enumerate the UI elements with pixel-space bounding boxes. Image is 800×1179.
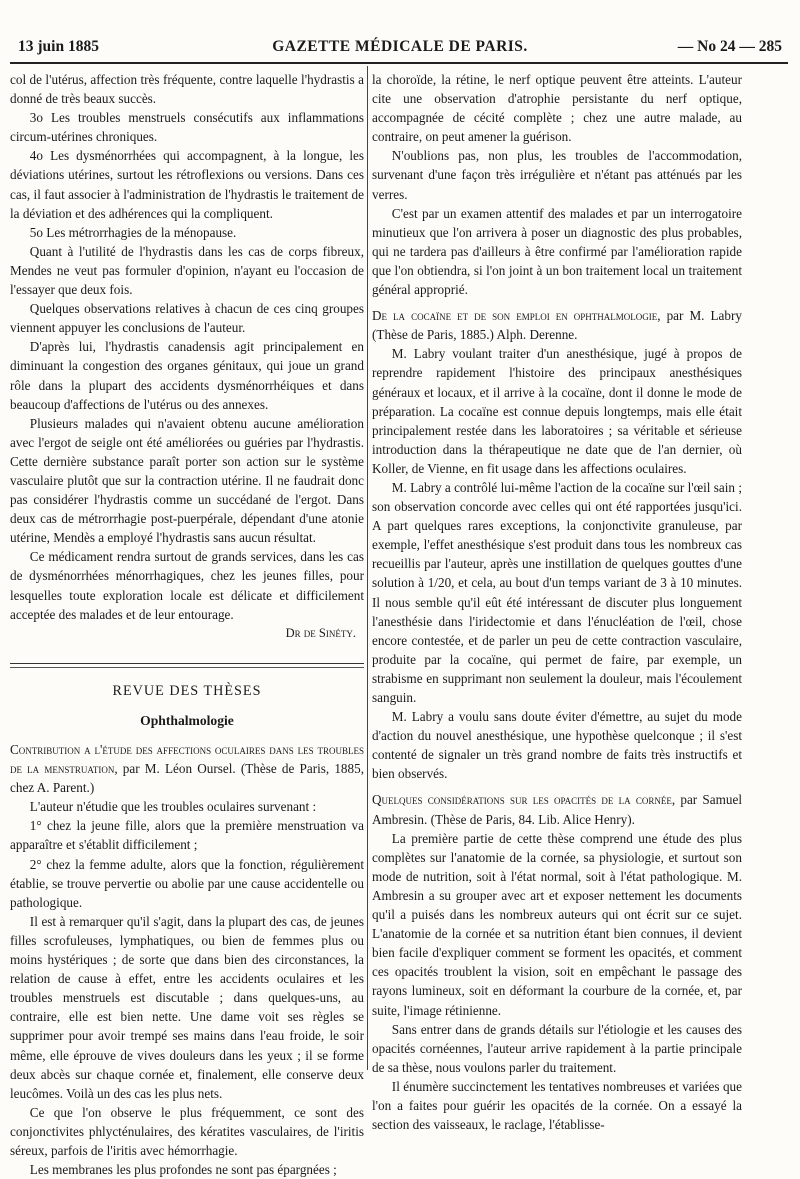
paragraph: Il est à remarquer qu'il s'agit, dans la plupart des cas, de jeunes filles scrofuleuses, lymphatiques, ou bien de femmes plus ou moins hystériques ; de sorte que dans bien des circonstances, la relation de cause à effet, entre les accidents oculaires et les troubles menstruels est discutable ; dans quelques-uns, au contraire, elle est bien nette. Une dame voit ses règles se supprimer pour avoir trempé ses mains dans l'eau froide, le soir même, elle éprouve de vives douleurs dans les yeux ; il se forme deux abcès sur chaque cornée et, finalement, elle conserve deux leucômes. Voilà un des cas les plus nets. — [10, 913, 364, 1101]
paragraph: D'après lui, l'hydrastis canadensis agit principalement en diminuant la congestion des organes génitaux, qui joue un grand rôle dans la plupart des accidents dysménorrhéiques et dans beaucoup d'affections de l'utérus ou des annexes. — [10, 339, 364, 412]
page-header — [18, 38, 782, 60]
section-title: REVUE DES THÈSES — [112, 682, 262, 699]
page-number: — No 24 — 285 — [677, 38, 782, 55]
paragraph: N'oublions pas, non plus, les troubles de l'accommodation, survenant d'une façon très irrégulière et n'étant pas atténués par les verres. — [372, 148, 742, 202]
paragraph: M. Labry voulant traiter d'un anesthésique, jugé à propos de reprendre rapidement l'histoire des principaux anesthésiques généraux et locaux, et il arrive à la cocaïne, dont il donne le mode de préparation. La cocaïne est connue depuis longtemps, mais elle était principalement restée dans les laboratoires ; sa véritable et sérieuse introduction dans la thérapeutique ne date que de l'an dernier, où Koller, de Vienne, en fit usage dans les affections oculaires. — [372, 346, 742, 476]
issue-date: 13 juin 1885 — [18, 38, 99, 55]
paragraph: 2° chez la femme adulte, alors que la fonction, régulièrement établie, se trouve pervertie ou abolie par une cause accidentelle ou pathologique. — [10, 856, 364, 910]
paragraph: L'auteur n'étudie que les troubles oculaires survenant : — [29, 799, 317, 815]
column-divider — [367, 66, 368, 1070]
right-column — [372, 70, 742, 1134]
paragraph: Il énumère succinctement les tentatives nombreuses et variées que l'on a faites pour guérir les opacités de la cornée. On a essayé la section des vaisseaux, le raclage, l'établisse- — [372, 1078, 742, 1133]
thesis-reference: par Samuel Ambresin. (Thèse de Paris, 84. Lib. Alice Henry). — [372, 792, 742, 827]
paragraph: 3o Les troubles menstruels consécutifs aux inflammations circum-utérines chroniques. — [10, 110, 364, 145]
left-column — [10, 70, 364, 1179]
thesis-heading — [372, 790, 742, 828]
section-separator — [10, 663, 364, 668]
paragraph: Les membranes les plus profondes ne sont pas épargnées ; — [29, 1162, 337, 1178]
paragraph: 4o Les dysménorrhées qui accompagnent, à la longue, les déviations utérines, surtout les rétroflexions ou versions. Dans ces cas, il faut associer à l'administration de l'hydrastis le traitement de la déviation et des adhérences qui la compliquent. — [10, 148, 364, 221]
header-rule — [10, 62, 788, 64]
paragraph: M. Labry a contrôlé lui-même l'action de la cocaïne sur l'œil sain ; son observation concorde avec celles qui ont été rapportées jusqu'ici. A part quelques rares exceptions, la conjonctivite granuleuse, par exemple, l'effet anesthésique s'est produit dans tous les nombreux cas recueillis par l'auteur, après une instillation de quelques gouttes d'une solution à 1/20, et cela, au bout d'un temps variant de 3 à 10 minutes. Il nous semble qu'il eût été intéressant de discuter plus longuement l'anesthésie dans l'iridectomie et dans l'énucléation de l'œil, chose encore contestée, et de parler un peu de cette contraction vasculaire, produite par la cocaïne, qui permet de faire, par exemple, un strabisme en supprimant non seulement la douleur, mais l'écoulement sanguin. — [372, 479, 742, 705]
paragraph: Sans entrer dans de grands détails sur l'étiologie et les causes des opacités cornéennes, l'auteur arrive rapidement à la partie principale de sa thèse, nous voulons parler du traitement. — [372, 1021, 742, 1075]
thesis-heading — [10, 740, 364, 797]
thesis-reference: par M. Labry (Thèse de Paris, 1885.) Alph. Derenne. — [372, 308, 742, 343]
paragraph: 5o Les métrorrhagies de la ménopause. — [29, 224, 237, 240]
thesis-title: Contribution a l'étude des affections oculaires dans les troubles de la menstruation, — [10, 742, 364, 777]
paragraph: Ce médicament rendra surtout de grands services, dans les cas de dysménorrhées ménorrhagiques, chez les jeunes filles, pour lesquelles toute exploration locale est délicate et difficilement acceptée des malades et de leur entourage. — [10, 549, 364, 622]
thesis-title: Quelques considérations sur les opacités de la cornée, — [372, 792, 676, 808]
journal-title: GAZETTE MÉDICALE DE PARIS. — [272, 38, 528, 55]
thesis-heading — [372, 306, 742, 344]
paragraph: col de l'utérus, affection très fréquente, contre laquelle l'hydrastis a donné de très beaux succès. — [10, 72, 364, 107]
spacer — [372, 783, 742, 790]
paragraph: La première partie de cette thèse comprend une étude des plus complètes sur l'anatomie de la cornée, sa physiologie, et surtout son mode de nutrition, soit à l'état normal, soit à l'état pathologique. M. Ambresin a su grouper avec art et exposer nettement les documents qu'il a puisés dans les nombreux auteurs qui ont écrit sur ce sujet. L'anatomie de la cornée et sa nutrition étant bien connues, il devient bien facile d'expliquer comment se forment les opacités, et comment ces opacités troublent la vision, soit en empêchant le passage des rayons lumineux, soit en déformant la courbure de la cornée, et, par suite, l'image rétinienne. — [372, 830, 742, 1018]
thesis-title: De la cocaïne et de son emploi en ophthalmologie, — [372, 308, 661, 324]
paragraph: 1° chez la jeune fille, alors que la première menstruation va apparaître et s'établit difficilement ; — [10, 818, 364, 853]
spacer — [372, 299, 742, 306]
paragraph: Quelques observations relatives à chacun de ces cinq groupes viennent appuyer les conclusions de l'auteur. — [10, 301, 364, 336]
paragraph: Plusieurs malades qui n'avaient obtenu aucune amélioration avec l'ergot de seigle ont été améliorées ou guéries par l'hydrastis. Cette dernière substance paraît porter son action sur le système vasculaire plutôt que sur la contraction utérine. Il ne faudrait donc pas considérer l'hydrastis comme un succédané de l'ergot. Dans deux cas de métrorrhagie post-puerpérale, dépendant d'une atonie utérine, Mendès a employé l'hydrastis sans aucun résultat. — [10, 415, 364, 546]
subsection-title: Ophthalmologie — [140, 712, 234, 728]
thesis-reference: par M. Léon Oursel. (Thèse de Paris, 1885, chez A. Parent.) — [10, 761, 365, 796]
paragraph: la choroïde, la rétine, le nerf optique peuvent être atteints. L'auteur cite une observation d'atrophie persistante du nerf optique, accompagnée de cécité complète ; chez une autre malade, au contraire, on peut amener la guérison. — [372, 72, 742, 145]
paragraph: C'est par un examen attentif des malades et par un interrogatoire minutieux que l'on arrivera à poser un diagnostic des plus probables, qui ne tardera pas d'ailleurs à être confirmé par l'amélioration rapide que l'on obtiendra, si l'on joint à un bon traitement local un traitement général approprié. — [372, 205, 742, 298]
paragraph: M. Labry a voulu sans doute éviter d'émettre, au sujet du mode d'action du nouvel anesthésique, une hypothèse quelconque ; il s'est contenté de signaler un très grand nombre de faits très instructifs et bien observés. — [372, 709, 742, 782]
paragraph: Ce que l'on observe le plus fréquemment, ce sont des conjonctivites phlycténulaires, des kératites vasculaires, de l'iritis séreux, parfois de l'iritis avec hémorrhagie. — [10, 1104, 364, 1158]
signature: Dr de Sinéty. — [285, 625, 356, 640]
paragraph: Quant à l'utilité de l'hydrastis dans les cas de corps fibreux, Mendes ne veut pas formuler d'opinion, n'ayant eu l'occasion de l'essayer que deux fois. — [10, 243, 364, 298]
